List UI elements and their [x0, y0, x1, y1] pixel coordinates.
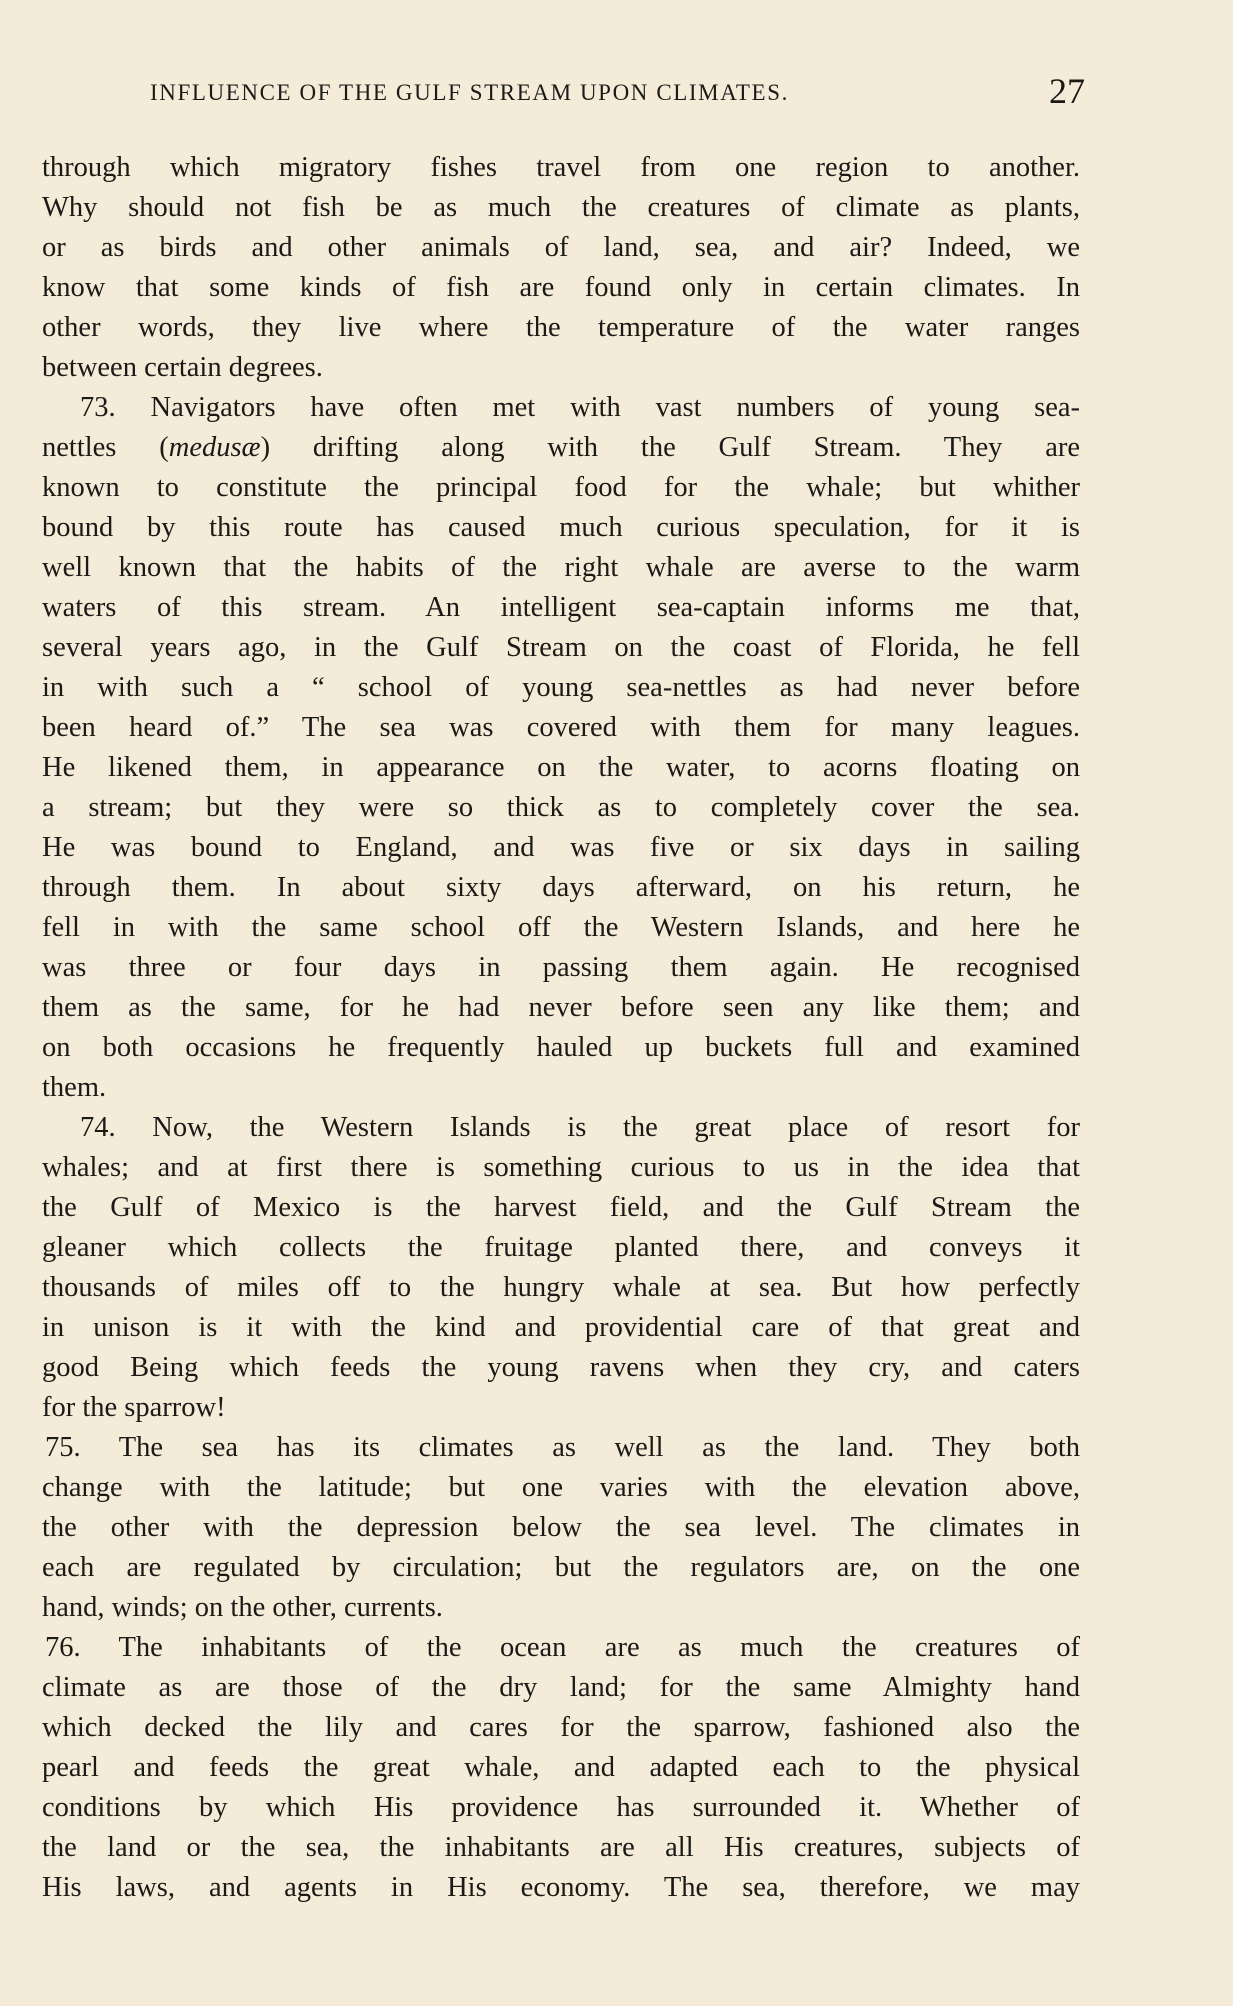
body-text — [42, 148, 1080, 1908]
text-line: or as birds and other animals of land, sea, and air? Indeed, we — [42, 232, 1080, 263]
text-line: been heard of.” The sea was covered with them for many leagues. — [42, 712, 1080, 743]
text-line: them. — [42, 1072, 107, 1103]
text-line-with-italic — [42, 428, 1080, 468]
text-line: gleaner which collects the fruitage planted there, and conveys it — [42, 1232, 1080, 1263]
text-line: Why should not fish be as much the creatures of climate as plants, — [42, 192, 1080, 223]
text-line: through which migratory fishes travel from one region to another. — [42, 152, 1080, 183]
text-line: between certain degrees. — [42, 352, 323, 383]
text-line: waters of this stream. An intelligent sea-captain informs me that, — [42, 592, 1080, 623]
text-line: change with the latitude; but one varies with the elevation above, — [42, 1472, 1080, 1503]
paragraph-73-first-line: 73. Navigators have often met with vast numbers of young sea- — [80, 392, 1080, 423]
text-fragment: nettles ( — [42, 432, 169, 463]
text-line: hand, winds; on the other, currents. — [42, 1592, 443, 1623]
text-line: each are regulated by circulation; but the regulators are, on the one — [42, 1552, 1080, 1583]
text-line: conditions by which His providence has surrounded it. Whether of — [42, 1792, 1080, 1823]
text-line: well known that the habits of the right whale are averse to the warm — [42, 552, 1080, 583]
text-line: pearl and feeds the great whale, and adapted each to the physical — [42, 1752, 1080, 1783]
text-line: the land or the sea, the inhabitants are all His creatures, subjects of — [42, 1832, 1080, 1863]
text-line: thousands of miles off to the hungry whale at sea. But how perfectly — [42, 1272, 1080, 1303]
text-line: good Being which feeds the young ravens when they cry, and caters — [42, 1352, 1080, 1383]
text-fragment: ) drifting along with the Gulf Stream. They are — [260, 432, 1080, 463]
italic-term: medusæ — [168, 432, 261, 463]
text-line: several years ago, in the Gulf Stream on the coast of Florida, he fell — [42, 632, 1080, 663]
text-line: His laws, and agents in His economy. The sea, therefore, we may — [42, 1872, 1080, 1903]
text-line: other words, they live where the temperature of the water ranges — [42, 312, 1080, 343]
paragraph-76-first-line: 76. The inhabitants of the ocean are as much the creatures of — [45, 1632, 1080, 1663]
page-number: 27 — [1049, 71, 1085, 111]
text-line: He likened them, in appearance on the water, to acorns floating on — [42, 752, 1080, 783]
text-line: through them. In about sixty days afterward, on his return, he — [42, 872, 1080, 903]
text-line: a stream; but they were so thick as to completely cover the sea. — [42, 792, 1080, 823]
text-line: them as the same, for he had never before seen any like them; and — [42, 992, 1080, 1023]
text-line: in unison is it with the kind and providential care of that great and — [42, 1312, 1080, 1343]
running-head: INFLUENCE OF THE GULF STREAM UPON CLIMATES. — [150, 80, 789, 105]
text-line: for the sparrow! — [42, 1392, 226, 1423]
text-line: known to constitute the principal food for the whale; but whither — [42, 472, 1080, 503]
text-line: on both occasions he frequently hauled up buckets full and examined — [42, 1032, 1080, 1063]
text-line: climate as are those of the dry land; for the same Almighty hand — [42, 1672, 1080, 1703]
paragraph-75-first-line: 75. The sea has its climates as well as the land. They both — [45, 1432, 1080, 1463]
page-header — [150, 70, 1085, 118]
text-line: the Gulf of Mexico is the harvest field, and the Gulf Stream the — [42, 1192, 1080, 1223]
text-line: know that some kinds of fish are found only in certain climates. In — [42, 272, 1080, 303]
text-line: bound by this route has caused much curious speculation, for it is — [42, 512, 1080, 543]
text-line: whales; and at first there is something curious to us in the idea that — [42, 1152, 1080, 1183]
text-line: was three or four days in passing them again. He recognised — [42, 952, 1080, 983]
text-line: which decked the lily and cares for the sparrow, fashioned also the — [42, 1712, 1080, 1743]
text-line: fell in with the same school off the Western Islands, and here he — [42, 912, 1080, 943]
text-line: the other with the depression below the sea level. The climates in — [42, 1512, 1080, 1543]
text-line: He was bound to England, and was five or six days in sailing — [42, 832, 1080, 863]
paragraph-74-first-line: 74. Now, the Western Islands is the great place of resort for — [80, 1112, 1080, 1143]
text-line: in with such a “ school of young sea-nettles as had never before — [42, 672, 1080, 703]
